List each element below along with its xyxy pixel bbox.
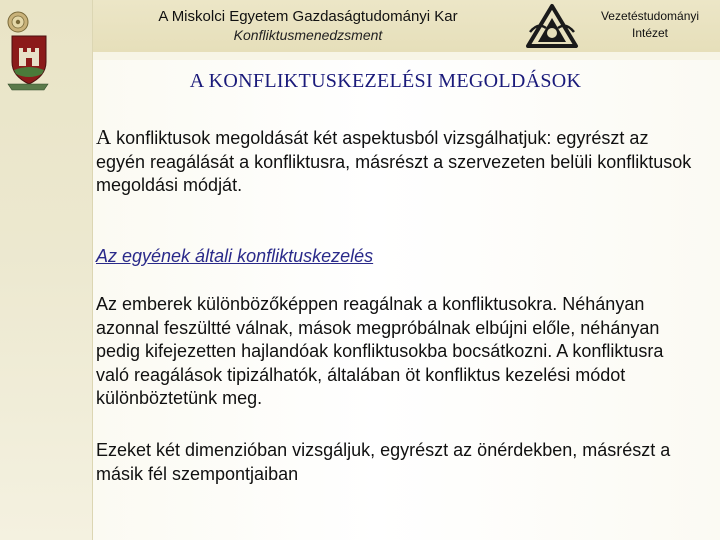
institute-name-line1: Vezetéstudományi — [600, 9, 700, 23]
university-name: A Miskolci Egyetem Gazdaságtudományi Kar — [158, 8, 458, 25]
university-crest-icon — [4, 4, 52, 92]
institute-logo-icon — [524, 2, 580, 50]
course-subject: Konfliktusmenedzsment — [233, 27, 383, 43]
institute-name-line2: Intézet — [631, 26, 669, 40]
intro-text: konfliktusok megoldását két aspektusból vizsgálhatjuk: egyrészt az egyén reagálását a konfliktusra, másrészt a szervezeten belüli konfliktusok megoldási módját. — [96, 128, 692, 195]
slide-title: A KONFLIKTUSKEZELÉSI MEGOLDÁSOK — [189, 70, 582, 92]
intro-initial: A — [96, 125, 112, 149]
section-subheading: Az egyének általi konfliktuskezelés — [96, 246, 374, 266]
header-left — [118, 7, 498, 44]
intro-paragraph — [96, 126, 696, 198]
institute-name — [582, 8, 718, 42]
dimension-paragraph: Ezeket két dimenzióban vizsgáljuk, egyrészt az önérdekben, másrészt a másik fél szempontjaiban — [96, 440, 671, 484]
reaction-paragraph: Az emberek különbözőképpen reagálnak a konfliktusokra. Néhányan azonnal feszültté válnak, mások megpróbálnak elbújni előle, néhányan pedig kifejezetten hajlandóak konfliktusokba bocsátkozni. A konfliktusra való reagálások tipizálhatók, általában öt konfliktus kezelési módot különböztetünk meg. — [96, 294, 664, 408]
